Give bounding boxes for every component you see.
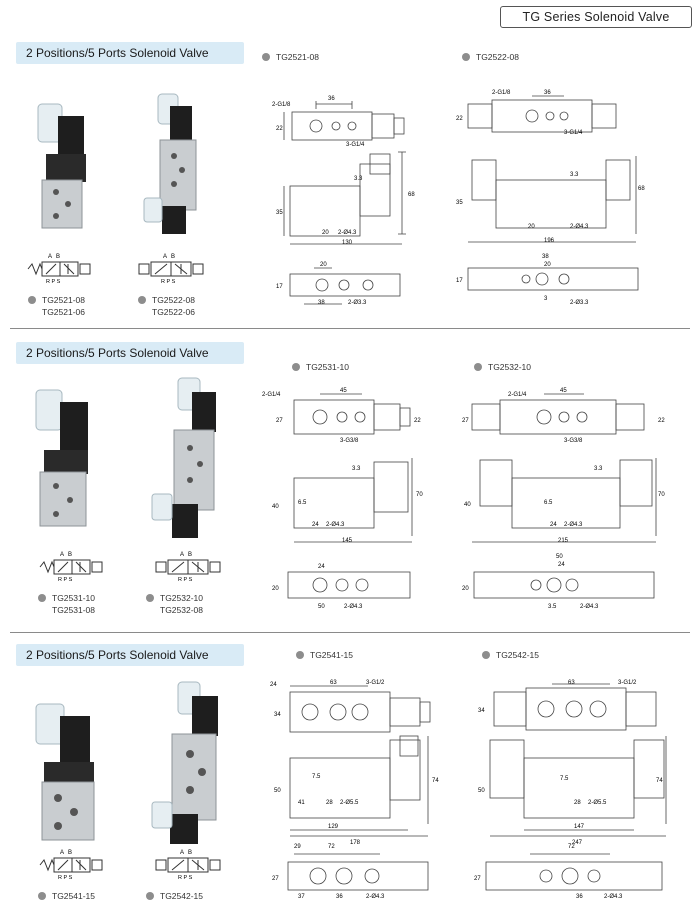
section-divider xyxy=(10,328,690,329)
dimension-label: 3-G1/4 xyxy=(564,130,583,136)
symbol-port-a: A xyxy=(163,254,168,260)
symbol-label: R P S xyxy=(58,577,73,582)
dimension-label: 178 xyxy=(350,840,361,846)
bullet-icon xyxy=(38,892,46,900)
section-title: 2 Positions/5 Ports Solenoid Valve xyxy=(26,346,209,360)
bullet-icon xyxy=(38,594,46,602)
dimension-label: 27 xyxy=(474,876,481,882)
dimension-label: 2-Ø4.3 xyxy=(338,230,357,236)
product-model: TG2522-08 xyxy=(152,295,195,305)
model-text: TG2522-08 xyxy=(476,52,519,62)
section-title: 2 Positions/5 Ports Solenoid Valve xyxy=(26,46,209,60)
symbol-rps: R P S xyxy=(161,279,176,284)
product-caption xyxy=(146,890,203,902)
dimension-label: 63 xyxy=(330,680,337,686)
drawing-tg2541 xyxy=(268,676,448,902)
dimension-label: 2-G1/8 xyxy=(272,102,291,108)
symbol-label: B xyxy=(188,552,193,558)
dimension-label: 2-G1/4 xyxy=(508,392,527,398)
bullet-icon xyxy=(138,296,146,304)
symbol-label: A xyxy=(180,552,185,558)
bullet-icon xyxy=(474,363,482,371)
dimension-label: 2-Ø4.3 xyxy=(366,894,385,900)
symbol-label: R P S xyxy=(178,875,193,880)
dimension-label: 74 xyxy=(656,778,663,784)
model-text: TG2532-10 xyxy=(488,362,531,372)
product-alt-model: TG2522-06 xyxy=(152,307,195,317)
dimension-label: 38 xyxy=(318,300,325,306)
product-caption xyxy=(38,592,95,616)
dimension-label: 145 xyxy=(342,538,353,544)
symbol-port-a: A xyxy=(48,254,53,260)
dimension-label: 20 xyxy=(322,230,329,236)
dimension-label: 50 xyxy=(274,788,281,794)
page-title: TG Series Solenoid Valve xyxy=(522,10,670,24)
dimension-label: 70 xyxy=(658,492,665,498)
dimension-label: 68 xyxy=(638,186,645,192)
product-caption xyxy=(138,294,195,318)
symbol-label: B xyxy=(188,850,193,856)
bullet-icon xyxy=(292,363,300,371)
model-text: TG2542-15 xyxy=(160,891,203,901)
bullet-icon xyxy=(146,594,154,602)
valve-photo-double xyxy=(140,90,210,240)
model-text: TG2541-15 xyxy=(310,650,353,660)
dimension-label: 3-G1/4 xyxy=(346,142,365,148)
model-text: TG2541-15 xyxy=(52,891,95,901)
dimension-label: 3-G3/8 xyxy=(340,438,359,444)
drawing-model-label xyxy=(462,52,519,62)
symbol-label: B xyxy=(68,850,73,856)
drawing-model-label xyxy=(262,52,319,62)
model-text: TG2521-08 xyxy=(276,52,319,62)
dimension-label: 38 xyxy=(542,254,549,260)
dimension-label: 2-Ø3.3 xyxy=(348,300,367,306)
dimension-label: 20 xyxy=(462,586,469,592)
dimension-label: 3.5 xyxy=(548,604,557,610)
dimension-label: 2-Ø3.3 xyxy=(570,300,589,306)
dimension-label: 2-Ø4.3 xyxy=(344,604,363,610)
product-model: TG2521-08 xyxy=(42,295,85,305)
dimension-label: 36 xyxy=(336,894,343,900)
drawing-model-label xyxy=(482,650,539,660)
dimension-label: 72 xyxy=(328,844,335,850)
valve-photo-double xyxy=(148,374,228,544)
dimension-label: 22 xyxy=(658,418,665,424)
bullet-icon xyxy=(482,651,490,659)
dimension-label: 22 xyxy=(276,126,283,132)
dimension-label: 3.3 xyxy=(570,172,579,178)
dimension-label: 2-Ø4.3 xyxy=(326,522,345,528)
symbol-label: R P S xyxy=(58,875,73,880)
symbol-label: A xyxy=(180,850,185,856)
valve-photo-double xyxy=(148,678,228,848)
symbol-label: A xyxy=(60,552,65,558)
valve-photo-single xyxy=(30,688,110,844)
dimension-label: 50 xyxy=(478,788,485,794)
model-text: TG2542-15 xyxy=(496,650,539,660)
dimension-label: 7.5 xyxy=(560,776,569,782)
drawing-tg2531 xyxy=(262,386,442,618)
section-2521 xyxy=(0,0,700,330)
dimension-label: 40 xyxy=(464,502,471,508)
valve-symbol-single xyxy=(36,548,106,582)
dimension-label: 28 xyxy=(326,800,333,806)
dimension-label: 24 xyxy=(270,682,277,688)
drawing-tg2522 xyxy=(452,84,652,314)
dimension-label: 24 xyxy=(318,564,325,570)
dimension-label: 27 xyxy=(276,418,283,424)
dimension-label: 17 xyxy=(276,284,283,290)
dimension-label: 3-G3/8 xyxy=(564,438,583,444)
dimension-label: 20 xyxy=(320,262,327,268)
dimension-label: 50 xyxy=(318,604,325,610)
section-title-bar xyxy=(16,342,244,364)
dimension-label: 6.5 xyxy=(544,500,553,506)
product-caption xyxy=(146,592,203,616)
product-alt-model: TG2531-08 xyxy=(52,605,95,615)
drawing-tg2521 xyxy=(262,84,432,314)
drawing-model-label xyxy=(292,362,349,372)
dimension-label: 215 xyxy=(558,538,569,544)
product-caption xyxy=(28,294,85,318)
valve-symbol-double xyxy=(152,846,232,880)
dimension-label: 34 xyxy=(274,712,281,718)
valve-symbol-single xyxy=(36,846,106,880)
dimension-label: 22 xyxy=(456,116,463,122)
symbol-rps: R P S xyxy=(46,279,61,284)
drawing-model-label xyxy=(474,362,531,372)
product-alt-model: TG2532-08 xyxy=(160,605,203,615)
drawing-tg2542 xyxy=(470,676,670,902)
dimension-label: 37 xyxy=(298,894,305,900)
valve-symbol-double xyxy=(135,250,215,284)
symbol-label: A xyxy=(60,850,65,856)
dimension-label: 2-Ø4.3 xyxy=(604,894,623,900)
dimension-label: 247 xyxy=(572,840,583,846)
dimension-label: 74 xyxy=(432,778,439,784)
dimension-label: 27 xyxy=(272,876,279,882)
dimension-label: 6.5 xyxy=(298,500,307,506)
dimension-label: 41 xyxy=(298,800,305,806)
dimension-label: 70 xyxy=(416,492,423,498)
dimension-label: 3-G1/2 xyxy=(366,680,385,686)
dimension-label: 27 xyxy=(462,418,469,424)
dimension-label: 147 xyxy=(574,824,585,830)
dimension-label: 72 xyxy=(568,844,575,850)
dimension-label: 36 xyxy=(576,894,583,900)
dimension-label: 17 xyxy=(456,278,463,284)
dimension-label: 3.3 xyxy=(594,466,603,472)
dimension-label: 20 xyxy=(272,586,279,592)
dimension-label: 196 xyxy=(544,238,555,244)
symbol-label: B xyxy=(68,552,73,558)
dimension-label: 35 xyxy=(276,210,283,216)
dimension-label: 2-Ø4.3 xyxy=(580,604,599,610)
dimension-label: 2-G1/4 xyxy=(262,392,281,398)
dimension-label: 24 xyxy=(558,562,565,568)
model-text: TG2531-10 xyxy=(52,593,95,603)
product-alt-model: TG2521-06 xyxy=(42,307,85,317)
dimension-label: 3 xyxy=(544,296,548,302)
dimension-label: 2-G1/8 xyxy=(492,90,511,96)
symbol-port-b: B xyxy=(56,254,61,260)
section-title-bar xyxy=(16,42,244,64)
dimension-label: 3.3 xyxy=(352,466,361,472)
dimension-label: 63 xyxy=(568,680,575,686)
dimension-label: 20 xyxy=(544,262,551,268)
dimension-label: 2-Ø5.5 xyxy=(588,800,607,806)
dimension-label: 130 xyxy=(342,240,353,246)
dimension-label: 40 xyxy=(272,504,279,510)
dimension-label: 3.3 xyxy=(354,176,363,182)
model-text: TG2531-10 xyxy=(306,362,349,372)
dimension-label: 29 xyxy=(294,844,301,850)
drawing-tg2532 xyxy=(460,386,670,618)
dimension-label: 7.5 xyxy=(312,774,321,780)
dimension-label: 2-Ø5.5 xyxy=(340,800,359,806)
dimension-label: 24 xyxy=(550,522,557,528)
product-caption xyxy=(38,890,95,902)
dimension-label: 68 xyxy=(408,192,415,198)
model-text: TG2532-10 xyxy=(160,593,203,603)
valve-symbol-double xyxy=(152,548,232,582)
dimension-label: 45 xyxy=(560,388,567,394)
symbol-port-b: B xyxy=(171,254,176,260)
dimension-label: 28 xyxy=(574,800,581,806)
dimension-label: 20 xyxy=(528,224,535,230)
symbol-label: R P S xyxy=(178,577,193,582)
dimension-label: 45 xyxy=(340,388,347,394)
section-2541 xyxy=(0,634,700,907)
dimension-label: 36 xyxy=(328,96,335,102)
dimension-label: 2-Ø4.3 xyxy=(570,224,589,230)
dimension-label: 129 xyxy=(328,824,339,830)
bullet-icon xyxy=(262,53,270,61)
dimension-label: 36 xyxy=(544,90,551,96)
dimension-label: 50 xyxy=(556,554,563,560)
drawing-model-label xyxy=(296,650,353,660)
dimension-label: 24 xyxy=(312,522,319,528)
bullet-icon xyxy=(146,892,154,900)
valve-photo-single xyxy=(28,96,98,236)
valve-photo-single xyxy=(30,384,100,532)
section-title: 2 Positions/5 Ports Solenoid Valve xyxy=(26,648,209,662)
dimension-label: 34 xyxy=(478,708,485,714)
bullet-icon xyxy=(28,296,36,304)
dimension-label: 22 xyxy=(414,418,421,424)
section-divider xyxy=(10,632,690,633)
dimension-label: 3-G1/2 xyxy=(618,680,637,686)
dimension-label: 2-Ø4.3 xyxy=(564,522,583,528)
valve-symbol-single xyxy=(24,250,94,284)
bullet-icon xyxy=(296,651,304,659)
dimension-label: 35 xyxy=(456,200,463,206)
section-title-bar xyxy=(16,644,244,666)
section-2531 xyxy=(0,330,700,634)
bullet-icon xyxy=(462,53,470,61)
